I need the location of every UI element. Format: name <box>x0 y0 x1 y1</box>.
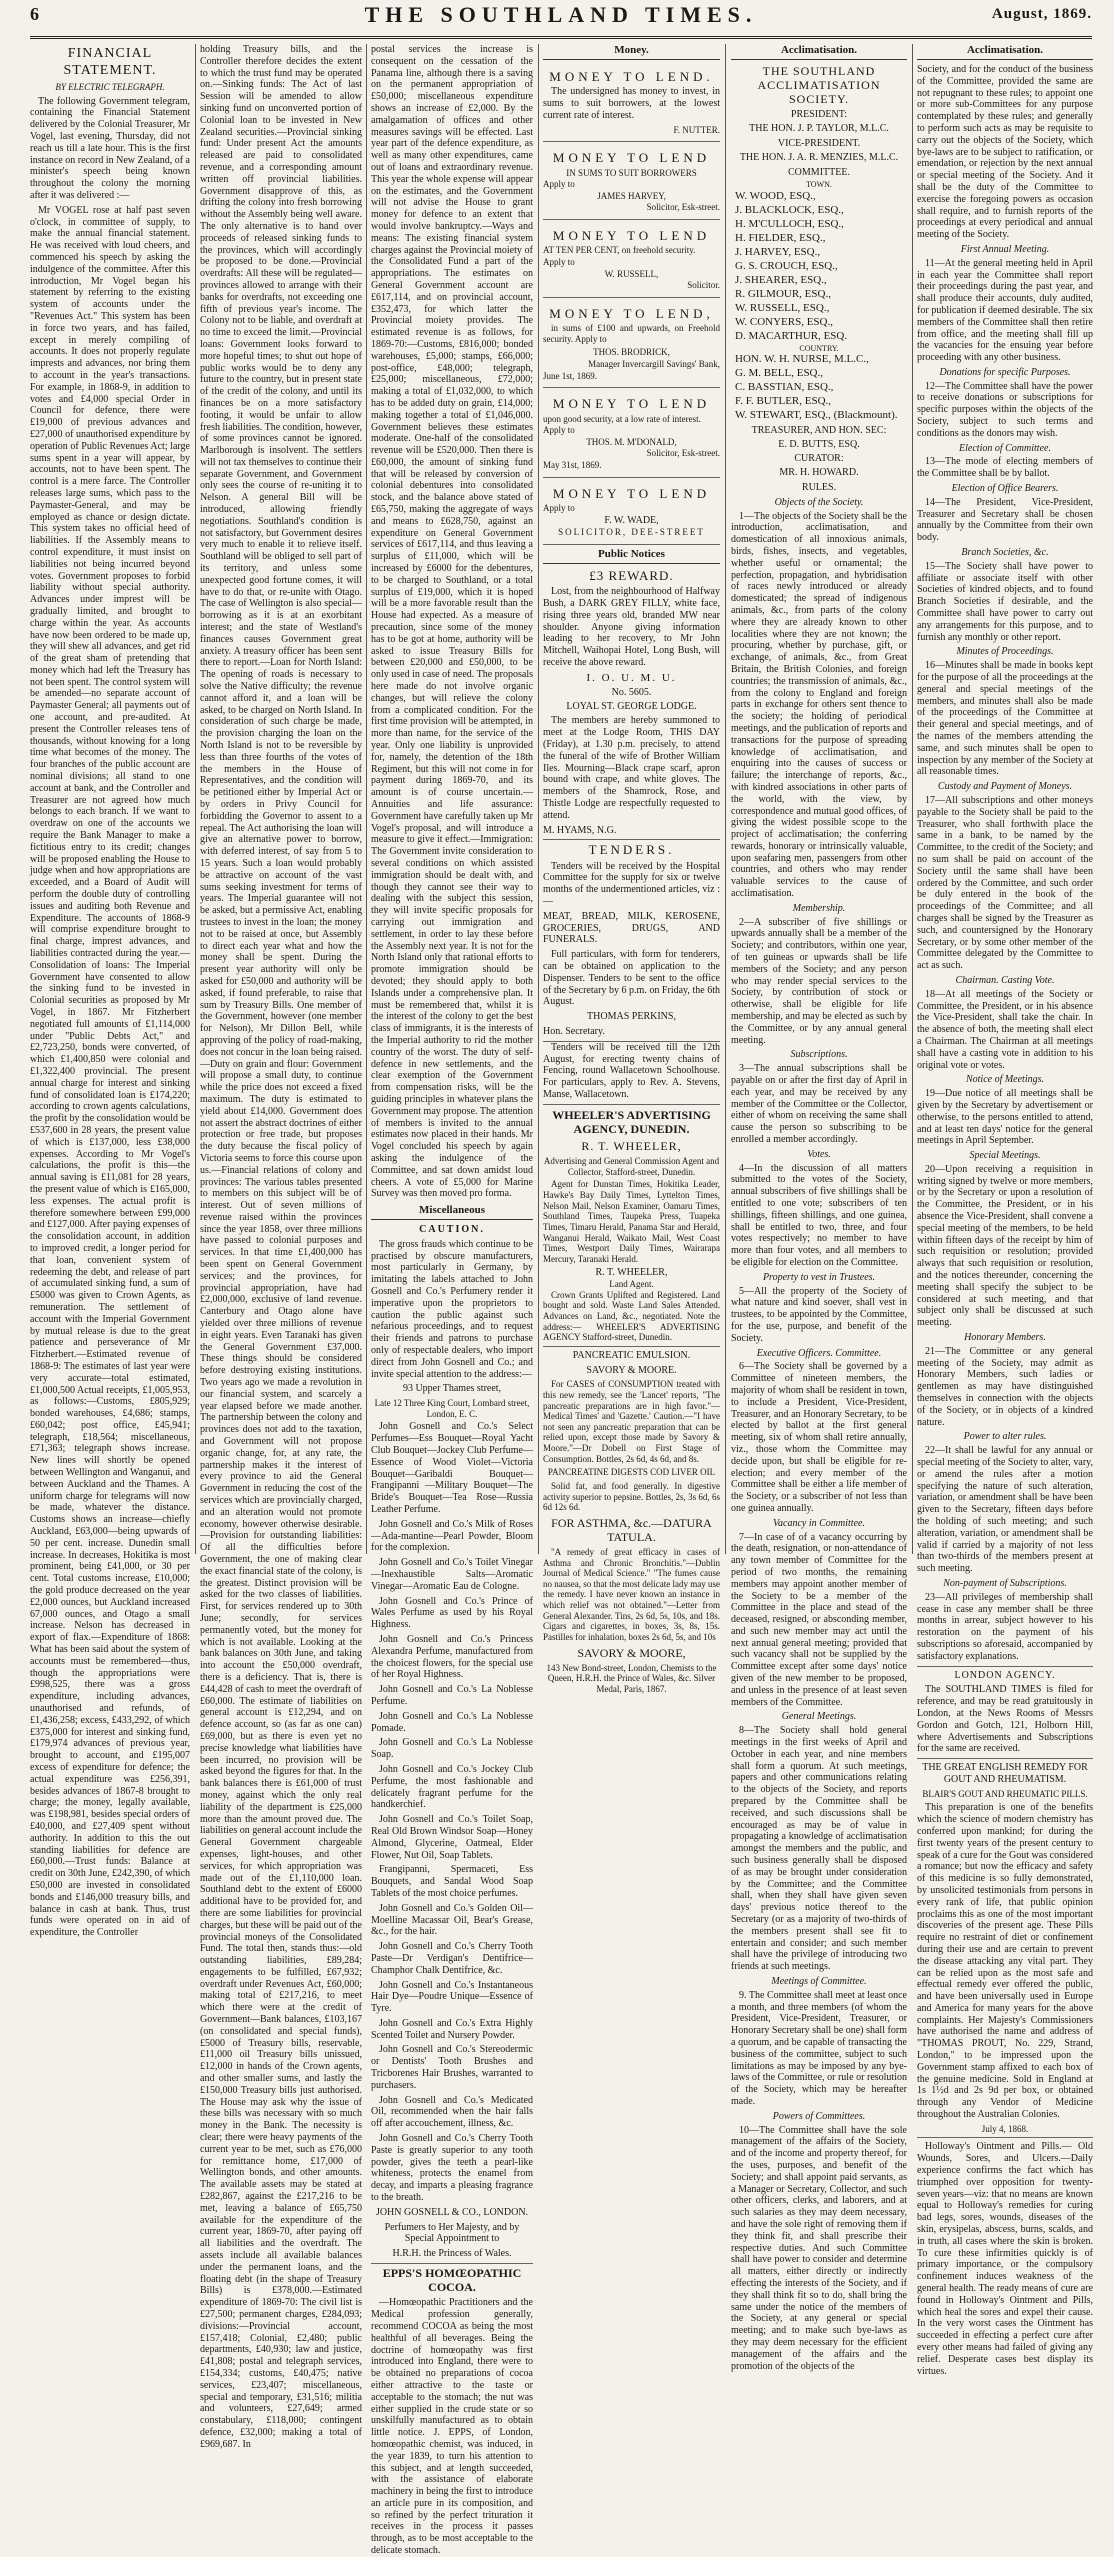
product-item: John Gosnell and Co.'s Prince of Wales Perfume as used by his Royal Highness. <box>371 1595 533 1631</box>
rule-heading: Custody and Payment of Moneys. <box>937 781 1073 793</box>
rule-heading: Votes. <box>807 1148 831 1160</box>
rule-heading: Notice of Meetings. <box>965 1074 1045 1086</box>
committee-member: F. F. BUTLER, ESQ., <box>735 394 832 407</box>
rule-text: 16—Minutes shall be made in books kept for the purpose of all the proceedings at the general and special meetings of the members, and minutes shall also be made of the proceedings of the Committee at their general and special meetings, and of the names of the members attending the same, and such minutes shall be open to inspection by any member of the Society at all reasonable times. <box>917 660 1093 778</box>
rule-text: 20—Upon receiving a requisition in writing signed by twelve or more members, or by the Secretary or upon a resolution of the Committee, the President, or in his absence the Vice-President, shall convene a special meeting of the members, to be held within fifteen days of the receipt by him of such requisition or resolution; provided always that such requisition or resolution, and the notices thereunder, concerning the meeting shall specify the subject to be considered at such meeting, and that subject only shall be discussed at such meeting. <box>917 1163 1093 1329</box>
rule-text: 10—The Committee shall have the sole management of the affairs of the Society, and of the income and property thereof, for the uses, purposes, and benefit of the Society; and shall appoint paid servants, as a Manager or Secretary, Collector, and such other officers, clerks, and laborers, and at such salaries as they may deem necessary, and have the sole right of removing them if they think fit, and shall prescribe their respective duties. And such Committee shall have power to consider and determine all matters, either directly or indirectly effecting the interests of the Society, and if they shall think fit so to do, shall bring the same under the notice of the members of the Society, at any general or special meeting; and to make such bye-laws as they may deem necessary for the efficient management of the affairs and the promotion of the objects of the <box>731 2124 907 2372</box>
product-item: John Gosnell and Co.'s Cherry Tooth Paste is greatly superior to any tooth powder, gives the teeth a pearl-like whiteness, protects the enamel from decay, and imparts a pleasing fragrance to the breath. <box>371 2133 533 2204</box>
ad-name: F. W. WADE, <box>604 514 659 526</box>
column-acclimatisation-continued <box>917 44 1093 2377</box>
committee-member: J. BLACKLOCK, ESQ., <box>735 203 844 216</box>
reward-heading: £3 REWARD. <box>589 567 674 583</box>
rule-text: Society, and for the conduct of the business of the Committee, provided the same are not repugnant to these rules; to appoint one or more sub-Committees for any purpose contemplated by these rules; and generally to perform such acts as may be requisite to carry out the objects of the Society, which bye-laws are to be subject to ratification, or emendation, or rejection by the next annual or special meeting of the Society. And it shall be the duty of the Committee to exercise the foregoing powers as occasion shall require, and to furnish reports of the proceedings at every periodical and annual meeting of the Society. <box>917 63 1093 241</box>
ad-body: AT TEN PER CENT, on freehold security. <box>543 245 696 256</box>
ad-title: MONEY TO LEND <box>552 150 711 166</box>
curator-label: CURATOR: <box>794 453 844 465</box>
ad-signature: Solicitor. <box>687 280 720 291</box>
ad-body: Apply to <box>543 502 575 513</box>
ad-name: THOS. M. M'DONALD, <box>586 436 677 447</box>
rule-text: 7—In case of of a vacancy occurring by the death, resignation, or non-attendance of any town member of Committee for the period of two months, the remaining members may appoint another member of the Society to be a member of the Committee in the place and stead of the deceased, resigned, or absconding member, and such new member may act until the next annual general meeting; provided that such vacancy shall not be supplied by the Committee except after some days' notice given of the new member to be proposed, and unless in the presence of at least seven members of the Committee. <box>731 1531 907 1708</box>
pancreatine-heading: PANCREATINE DIGESTS COD LIVER OIL <box>547 1467 716 1478</box>
committee-member: W. STEWART, ESQ., (Blackmount). <box>735 408 898 421</box>
tenders-body: Full particulars, with form for tenderers, can be obtained on application to the Dispenser. Tenders to be sent to the office of the Secretary by 6 p.m. on Friday, the 6th August. <box>543 949 720 1008</box>
masthead <box>30 0 1092 44</box>
rule-text: 9. The Committee shall meet at least once a month, and three members (of whom the President, Vice-President, Treasurer, or Honorary Secretary shall be one) shall form a quorum, and be capable of transacting the business of the committee, subject to such limitations as may be imposed by any bye-laws of the Committee, or rule or resolution of the Society, which may be hereafter made. <box>731 1989 907 2107</box>
ad-body: The undersigned has money to invest, in sums to suit borrowers, at the lowest current rate of interest. <box>543 86 720 121</box>
caution-body: The gross frauds which continue to be practised by obscure manufacturers, most particularly in Germany, by imitating the labels attached to John Gosnell and Co.'s Perfumery render it imperative upon the proprietors to caution the public against such nefarious proceedings, and to request their friends and patrons to purchase only of respectable dealers, who import direct from John Gosnell and Co.; and invite special attention to the address:— <box>371 1238 533 1380</box>
committee-member: W. WOOD, ESQ., <box>735 189 816 202</box>
blair-date: July 4, 1868. <box>917 2124 1093 2139</box>
section-heading-acclimatisation: Acclimatisation. <box>917 44 1093 60</box>
article-paragraph: holding Treasury bills, and the Controller therefore decides the extent to which the trust fund may be operated on.—Sinking funds: The Act of last Session will be amended to allow sinking fund on unconverted portion of Colonial loan to be invested in New Zealand securities.—Provincial sinking fund: Under present Act the amounts released are paid to consolidated revenue, and a corresponding amount written off provincial liabilities. Government disapprove of this, as drifting the colony into fresh borrowing without the Assembly being well aware. The only alternative is to hand over proceeds of released sinking funds to the provinces, which will accordingly be proposed to be done.—Provincial overdrafts: All these will be regulated—provinces allowed to arrange with their banks for overdrafts, not exceeding one fifth of previous year's income. The Colony not to be liable, and overdraft at no time to exceed the limit.—Provincial loans: Government looks forward to more hopeful times; to shut out hope of public works would be to deny any future to the country, but in present state of the credit of the colony, and until its finances be on a more satisfactory footing, it would be unfair to allow fresh liabilities. The condition, however, of some provinces cannot be ignored. Marlborough is insolvent. The settlers will not tax themselves to continue their separate Government, and Government only sees the course of re-uniting it to Nelson. A general Bill will be introduced, allowing friendly negotiations. Southland's condition is not satisfactory, but Government desires very much to enable it to relieve itself. Southland will be obliged to sell part of its territory, and unless some unexpected good fortune comes, it will have to do that, or re-unite with Otago. The case of Wellington is also special—borrowing as it is at an exorbitant interest; and the state of Westland's finances causes Government great anxiety. A treasury officer has been sent there to report.—Loan for North Island: The opening of roads is necessary to solve the Native difficulty; the revenue cannot afford it, and a loan will be asked, to be charged on North Island. In consideration of such charge be made, the provision charging the loan on the North Island is not to be reversible by less than three fourths of the votes of the members in the House of Representatives, and the condition will be petitioned either by Imperial Act or by orders in Privy Council for forbidding the Governor to assent to a repeal. The Act authorising the loan will give an alternative power to borrow, with deferred interest, of say from 5 to 15 years. Such a loan would probably be attractive on account of the vast sums seeking investment for terms of years. The Imperial guarantee will not be asked, but a permissive Act, enabling trustees to invest in the loan; the money not to be raised at once, but Assembly to direct each year what and how the money shall be spent. During the present year authority will only be asked for £50,000 and authority will be asked, if found preferable, to raise that sum by Treasury Bills. One member of the Government, however (one member for Nelson), Mr Dillon Bell, while approving of the policy of road-making, does not concur in the loan being raised.—Duty on grain and flour: Government will propose a small duty, to continue while the price does not exceed a fixed maximum. The duty is estimated to yield about £14,000. Government does not assert the abstract doctrines of either protection or free trade, but proposes the duty because the fiscal policy of Victoria seems to force this course upon us.—Financial relations of colony and provinces: The various tables presented to members on this subject will be of interest. Out of seven millions of revenue raised within the provinces since the year 1858, over three millions have passed to colonial purposes and services. In that time £1,400,000 has been spent on General Government services; and the provinces, for provincial appropriation, have had £2,000,000, exclusive of land revenue. Canterbury and Otago alone have yielded over three millions of revenue in eight years. Even Taranaki has given the General Government £37,000. These things should be considered before destroying existing institutions. Two years ago we made a revolution in our financial system, and scarcely a year elapsed before we made another. The partnership between the colony and provinces does not add to the taxation, and Government will not propose organic change, for, at any rate, the partnership makes it the interest of every province to aid the General Government in reducing the cost of the services which are provincially charged, and an alteration would not promote economy, however otherwise desirable.—Provision for outstanding liabilities: Of all the difficulties before Government, the one of making clear the exact financial state of the colony, is the greatest. Distinct provision will be asked for the two classes of liabilities. First, for services rendered up to 30th June; secondly, for services permanently voted, but the money for which is not available. Looking at the bank balances on 30th June, and taking into account the £50,000 overdraft, there is a deficiency. That is, there is £44,428 of cash to meet the overdraft of £60,000. The estimate of liabilities on general account is £12,294, and on defence account, so (as far as one can) £69,000, but as there is even yet no precise knowledge what liabilities have been incurred, no provision will be asked beyond the figures for that. In the bank balances there is £61,000 of trust money, against which the only real liability of the department is £25,000 more than the amount proved due. The liabilities on general account include the General Government chargeable expenses, light-houses, and other services, for which appropriation was made out of the £1,110,000 loan. Southland debt to the extent of £6000 additional have to be provided for, and there are some liabilities for provincial charges, but these will be paid out of the provincial moneys of the Consolidated Fund. The total then, stands thus:—old outstanding liabilities, £89,284; engagements to be fulfilled, £67,932; overdraft under Revenues Act, £60,000; making total of £217,216, to meet which there were at the credit of Government—Bank balances, £103,167 (on consolidated and special funds), £5000 of Treasury bills, reservable, £11,000 oil Treasury bills unissued, £12,000 in hands of the Crown agents, and other smaller sums, and lastly the £150,000 Treasury bills just authorised. The House may ask why the issue of these bills was necessary with so much money in the Bank. The necessity is clear; there were heavy payments of the current year to be met, such as £76,000 for remittance home, £17,000 of Wellington bonds, and other amounts. The available assets may be stated at £282,867, against the £217,216 to be met, leaving a balance of £65,750 available for the expenditure of the current year, 1869-70, after paying off all liabilities and the overdraft. The assets include all available balances under the permanent loans, and the floating debt (in the shape of Treasury Bills) is £378,000.—Estimated expenditure of 1869-70: The civil list is £27,500; permanent charges, £284,093; divisions:—Provincial account, £157,418; Colonial, £2,480; public departments, £40,930; law and justice, £41,808; postal and telegraph services, £154,334; customs, £40,475; native services, £23,407; miscellaneous, special and temporary, £31,516; militia and volunteers, £27,649; armed constabulary, £118,000; contingent defence, £32,000; making a total of £969,687. In <box>200 44 362 2450</box>
ad-title: MONEY TO LEND. <box>549 68 714 84</box>
ad-body: Apply to <box>543 257 575 267</box>
vice-president-label: VICE-PRESIDENT. <box>777 138 861 150</box>
rule-heading: Donations for specific Purposes. <box>939 366 1071 378</box>
gosnell-tagline: Perfumers to Her Majesty, and by Special Appointment to <box>384 2221 520 2245</box>
rule-heading: First Annual Meeting. <box>960 243 1050 255</box>
newspaper-title: THE SOUTHLAND TIMES. <box>364 2 758 27</box>
tenders-signature: THOMAS PERKINS, <box>587 1011 676 1023</box>
rule-heading: Executive Officers. Committee. <box>756 1347 882 1359</box>
pancreatic-heading: PANCREATIC EMULSION. <box>572 1349 691 1361</box>
lodge-signature: M. HYAMS, N.G. <box>543 825 720 841</box>
president-label: PRESIDENT: <box>790 109 848 121</box>
product-item: John Gosnell and Co.'s Jockey Club Perfume, the most fashionable and delicately fragrant perfume for the handkerchief. <box>371 1763 533 1811</box>
product-item: John Gosnell and Co.'s Extra Highly Scented Toilet and Nursery Powder. <box>371 2017 533 2041</box>
committee-member: J. SHEARER, ESQ., <box>735 273 827 286</box>
committee-member: J. HARVEY, ESQ., <box>735 245 821 258</box>
president-name: THE HON. J. P. TAYLOR, M.L.C. <box>749 123 889 135</box>
ad-title: MONEY TO LEND <box>552 485 711 501</box>
rule-text: 21—The Committee or any general meeting of the Society, may admit as Honorary Members, such ladies or gentlemen as may have distinguished themselves in connection with the objects of the Society, or in objects of a kindred nature. <box>917 1345 1093 1428</box>
rule-text: 4—In the discussion of all matters submitted to the votes of the Society, annual subscribers of five shillings shall be entitled to one vote; subscribers of ten shillings, fifteen shillings, and one guinea, shall be entitled to two, three, and four votes respectively; no member to have more than four votes, and all members to be eligible for election on the Committee. <box>731 1162 907 1268</box>
london-agency-body: The SOUTHLAND TIMES is filed for reference, and may be read gratuitously in London, at the News Rooms of Messrs Gordon and Gotch, 121, Holborn Hill, where Advertisements and Subscriptions for the same are received. <box>917 1684 1093 1759</box>
article-subheading: BY ELECTRIC TELEGRAPH. <box>55 82 165 93</box>
rule-text: 8—The Society shall hold general meetings in the first weeks of April and October in each year, and nine members shall form a quorum. At such meetings, papers and other communications relating to the objects of the Society, and reports prepared by the Committee shall be received, and such discussions shall be encouraged as may be of value in propagating a knowledge of acclimatisation amongst the members and the public, and such business generally shall be disposed of as may be brought under consideration by the Committee; and the Committee shall, when they shall have given seven days' previous notice thereof to the Secretary (or as a majority of two-thirds of the members present shall see fit to entertain and consider; and such member shall have the privilege of introducing two friends at such meetings. <box>731 1725 907 1973</box>
article-paragraph: The following Government telegram, containing the Financial Statement delivered by the Colonial Treasurer, Mr Vogel, last evening, Thursday, did not reach us till a late hour. This is the first instance on record in New Zealand, of a minister's speech being known throughout the colony the morning after it was delivered :— <box>30 95 190 202</box>
ad-signature: SOLICITOR, DEE-STREET <box>558 527 705 538</box>
rule-heading: Meetings of Committee. <box>771 1976 867 1987</box>
rule-text: 13—The mode of electing members of the Committee shall be by ballot. <box>917 456 1093 480</box>
savory-address: 143 New Bond-street, London, Chemists to the Queen, H.R.H. the Prince of Wales, &c. Silver Medal, Paris, 1867. <box>546 1662 717 1694</box>
epps-cocoa-heading: EPPS'S HOMŒOPATHIC COCOA. <box>382 2266 522 2295</box>
product-item: John Gosnell and Co.'s Milk of Roses—Ada-mantine—Pearl Powder, Bloom for the complexion. <box>371 1518 533 1554</box>
wheeler-heading: WHEELER'S ADVERTISING AGENCY, DUNEDIN. <box>552 1107 711 1136</box>
rule-heading: Objects of the Society. <box>774 496 864 508</box>
lodge-name: LOYAL ST. GEORGE LODGE. <box>566 700 697 712</box>
town-label: TOWN. <box>806 180 832 190</box>
savory-body: For CASES of CONSUMPTION treated with this new remedy, see the 'Lancet' reports, "The pancreatic preparations are in high favor."— Medical Times' and 'Gazette.' Caution.—"I have not seen any pancreatic preparation that can be relied upon, except those made by Savory & Moore."—Dr Dobell on First Stage of Consumption. Bottles, 2s 6d, 4s 6d, and 8s. <box>543 1379 720 1464</box>
page-number: 6 <box>30 4 39 24</box>
rule-heading: Chairman. Casting Vote. <box>955 974 1055 986</box>
holloway-body: Holloway's Ointment and Pills.— Old Wounds, Sores, and Ulcers.—Daily experience confirms the fact which has triumphed over opposition for twenty-seven years—viz: that no means are known equal to Holloway's remedies for curing bad legs, sores, wounds, diseases of the skin, erysipelas, abscess, burns, scalds, and in truth, all cases where the skin is broken. To cure these infirmities quickly is of primary importance, or the compulsory confinement induces weakness of the general health. The ready means of cure are found in Holloway's Ointment and Pills, which heal the sores and expel their cause. In the very worst cases the Ointment has succeeded in effecting a perfect cure after every other means had failed of giving any relief. Desperate cases best display its virtues. <box>917 2141 1093 2377</box>
rule-heading: Non-payment of Subscriptions. <box>943 1577 1067 1589</box>
caution-heading: CAUTION. <box>419 1224 485 1236</box>
product-item: John Gosnell and Co.'s Cherry Tooth Paste—Dr Verdigan's Dentifrice—Champhor Chalk Dentifrice, &c. <box>371 1941 533 1976</box>
pancreatine-body: Solid fat, and food generally. In digestive activity superior to pepsine. Bottles, 2s, 3s 6d, 6s 6d 12s 6d. <box>543 1480 720 1513</box>
article-paragraph: postal services the increase is consequent on the cessation of the Panama line, although there is a saving on the permanent appropriation of £50,000; miscellaneous expenditure shows an increase of £2,000. By the amalgamation of offices and other measures savings will be effected. Last year part of the defence expenditure, as well as many other expenditures, came out of loans and extraordinary revenue. This year the whole expense will appear on the estimates, and the Government will not advise the House to grant money for defence to an extent that would involve bankruptcy.—Ways and means: The existing financial system charges against the Provincial moiety of the Consolidated Fund a part of the appropriations. The estimates on General Government account are £617,114, and on provincial account, £352,473, for which latter the Provincial moiety provides. The estimated revenue is as follows, for 1869-70:—Customs, £816,000; bonded warehouses, £5,000; stamps, £66,000; post-office, £48,000; telegraph, £25,000; miscellaneous, £72,000; making a total of £1,032,000, to which has to be added duty on grain, £14,000; making together a total of £1,046,000. Government believes these estimates moderate. One-half of the consolidated revenue will be £520,000. Then there is £60,000, the amount of sinking fund that will be released by conversion of colonial debentures into consolidated stock, and the balance above stated of £65,750, making the aggregate of ways and means to £628,750, against an expenditure on General Government services of £617,114, and thus leaving a surplus of £11,000, which will be increased by £6000 for the debentures, to be charged to Southland, or a total surplus of £19,000, which it is hoped will be a more favorable result than the House had expected. As a measure of precaution, since some of the money has to be got at home, authority will be asked to issue Treasury Bills for between £20,000 and £50,000, to be only used in case of need. The proposals here made do not involve organic changes, but will relieve the colony from a complicated condition. For the first time provision will be attempted, in more than name, for the service of the year. Only one liability is unprovided for, namely, the detention of the 18th Regiment, but this will not come in for payment during 1869-70, and its amount is of course uncertain.—Annuities and life assurance: Government have carefully taken up Mr Vogel's proposal, and will introduce a measure to give it effect.—Immigration: The Government invite consideration to several conditions on which assisted immigration should be dealt with, and though they cannot see their way to dealing with the subject this session, they will invite specific proposals for carrying out immigration and settlement, in order to lay these before the Assembly next year. It is not for the North Island only that rational efforts to promote immigration should be devoted; they should apply to both Islands under a comprehensive plan. It must be remembered that, whilst it is the interest of the colony to get the best class of immigrants, it is the interests of the Imperial authority to rid the mother country of the worst. The duty of self-defence in new settlements, and the clear exemption of the Government from compensation risks, will be the guiding principles in whatever plans the Government may propose. The attention of members is invited to the annual estimates now placed in their hands. Mr Vogel concluded his speech by again asking the indulgence of the Committee, and sat down amidst loud cheers. A vote of £5,000 for Marine Survey was then moved pro forma. <box>371 44 533 1200</box>
wheeler-body: Crown Grants Uplifted and Registered. Land bought and sold. Waste Land Sales Attended. Advances on Land, &c., negotiated. Note the address:— WHEELER'S ADVERTISING AGENCY Stafford-street, Dunedin. <box>543 1290 720 1347</box>
rule-heading: Power to alter rules. <box>963 1431 1047 1443</box>
tenders-body: Tenders will be received by the Hospital Committee for the supply for six or twelve months of the undermentioned articles, viz :— <box>543 860 720 908</box>
ad-date: June 1st, 1869. <box>543 370 597 381</box>
product-item: John Gosnell and Co.'s Stereodermic or Dentists' Tooth Brushes and Tricborenes Hair Brushes, warranted to purchasers. <box>371 2044 533 2091</box>
blair-heading: THE GREAT ENGLISH REMEDY FOR GOUT AND RHEUMATISM. <box>922 1762 1088 1785</box>
ad-name: JAMES HARVEY, <box>597 190 666 201</box>
asthma-body: "A remedy of great efficacy in cases of Asthma and Chronic Bronchitis."—Dublin Journal of Medical Science." "The fumes cause no nausea, so that the most delicate lady may use the remedy. I have never known an instance in which relief was not obtained."—Letter from General Alexander. Tins, 2s 6d, 5s, 10s, and 18s. Cigars and cigarettes, in boxes, 3s, 8s, 15s. Pastilles for inhalation, boxes 2s 6d, 5s, and 10s <box>543 1547 720 1642</box>
committee-member: W. RUSSELL, ESQ., <box>735 301 830 314</box>
committee-member: HON. W. H. NURSE, M.L.C., <box>735 352 869 365</box>
committee-member: C. BASSTIAN, ESQ., <box>735 380 834 393</box>
ad-body: Apply to <box>543 179 575 190</box>
epps-cocoa-body: —Homœopathic Practitioners and the Medical profession generally, recommend COCOA as being the most healthful of all beverages. Being the doctrine of homœopathy was first introduced into England, there were to be obtained no preparations of cocoa either attractive to the taste or acceptable to the stomach; the nut was either supplied in the crude state or so unskilfully manufactured as to obtain little notice. J. EPPS, of London, homœopathic chemist, was induced, in the year 1839, to turn his attention to this subject, and at length succeeded, with the assistance of elaborate machinery in being the first to introduce an article pure in its composition, and so refined by the perfect trituration it receives in the process it passes through, as to be most acceptable to the delicate stomach. <box>371 2297 533 2557</box>
wheeler-land-agent: Land Agent. <box>609 1279 654 1290</box>
product-item: John Gosnell and Co.'s Princess Alexandra Perfume, manufactured from the choicest flowers, for the special use of her Royal Highness. <box>371 1633 533 1681</box>
caution-address: Late 12 Three King Court, Lombard street, London, E. C. <box>374 1398 530 1419</box>
tenders-signature: Hon. Secretary. <box>543 1026 720 1042</box>
column-divider <box>725 44 726 1554</box>
tenders-heading: TENDERS. <box>588 842 675 858</box>
ad-signature: Solicitor, Esk-street. <box>646 202 720 213</box>
rule-text: 18—At all meetings of the Society or Committee, the President, or in his absence the Vice-President, shall take the chair. In the absence of both, the meeting shall elect a Chairman. The Chairman at all meetings shall have a casting vote in addition to his original vote or votes. <box>917 988 1093 1071</box>
fencing-tender: Tenders will be received till the 12th August, for erecting twenty chains of Fencing, round Wallacetown Schoolhouse. For particulars, apply to Rev. A. Stevens, Manse, Wallacetown. <box>543 1042 720 1105</box>
article-paragraph: Mr VOGEL rose at half past seven o'clock, in committee of supply, to make the annual financial statement. He was received with loud cheers, and commenced his speech by asking the indulgence of the committee. After this introduction, Mr Vogel began his statement by referring to the existing system of accounts under the "Revenues Act." This system has been in force two years, and has failed, except in merely compiling of accounts. It does not properly regulate imprests and advances, nor bring them to account in the year's transactions. For example, in 1868-9, in addition to votes and £4,000 special Order in Council for defence, there were £19,000 of previous advances and £27,000 of unauthorised expenditure by operation of Public Revenues Act; large sums spent in a year will appear, by accounts, not to have been spent. The control is a mere farce. The Controller releases large sums, which pass to the Paymaster-General, and may be employed as chance or design dictate. This system takes no official heed of liabilities. If the Assembly means to control expenditure, it must insist on liabilities not being incurred beyond votes. Government proposes to forbid liability without special authority. Advances under imprest will be gradually limited, and brought to charge within the year. As accounts have now been ordered to be made up, they will shew all advances, and get rid of the great sham of pretending that money which had left the Treasury has not been spent. The control system will be amended—no separate account of Paymaster General; all payments out of one account, and pre-audited. At present the Controller releases tens of thousands, without knowing for a long time what becomes of the money. The four branches of the public account are nominal divisions; all stand to one account at bank, and the Controller and Treasurer are not agreed how much belongs to each branch. If we want to overdraw on one of the accounts we require the Bank Manager to make a fictitious entry to its credit; changes will be proposed enabling the House to judge when and how appropriations are exceeded, and a Board of Audit will perform the double duty of controlling issues and auditing both Revenue and Expenditure. The accounts of 1868-9 will comprise expenditure brought to final charge, imprest advances, and liabilities contracted during the year.—Consolidation of loans: The Imperial Government have consented to allow the sinking fund to be invested in Colonial securities as proposed by Mr Vogel, in 1867. Mr Fitzherbert negotiated full amounts of £1,114,000 under "Public Debts Act," and £2,723,250, bonds were converted, of which £1,400,850 were colonial and £1,322,400 provincial. The present annual charge for interest and sinking fund of consolidated loan is £174,220; according to crown agents calculations, the profit by the consolidation would be £537,600 in 28 years, the present value of which is £137,000, less £38,000 expenses. According to Mr Vogel's calculations, the profit is this—the annual saving is £11,081 for 28 years, the present value of which is £165,000, less expenses. The actual profit is therefore somewhere between £99,000 and £127,000. After paying expenses of the consolidation account, in addition to improved credit, a longer period for that loan, convenient system of redeeming the debt, and release of part of accumulated sinking fund, a sum of £5000 was given to Crown Agents, as remuneration. The settlement of account with the Imperial Government by mutual release is due to the great patience and perseverance of Mr Fitzherbert.—Estimated revenue of 1868-9: The estimates of last year were very accurate—total estimated, £1,000,500 Actual receipts, £1,005,953, as follows:—Customs, £805,929; bonded warehouses, £4,686; stamps, £60,042; post office, £45,941; telegraph, £18,564; miscellaneous, £71,363; telegraph shows increase. New lines will shortly be opened between Wellington and Wanganui, and between Auckland and the Thames. A uniform charge for telegrams will now be made, whatever the distance. Customs shows an increase—chiefly Auckland, £63,000—being upwards of 50 per cent. increase. Dunedin small increase. In decreases, Hokitika is most prominent, being £41,000, or 30 per cent. Total customs increase, £10,000; the gold produce decreased on the year £2,000 ounces, but Auckland increased 67,000 ounces, and Otago a small increase. Nelson has decreased in export of flax.—Expenditure of 1868: What has been said about the system of accounts must be remembered—thus, though the appropriations were £998,525, there was a gross expenditure, including advances, unauthorised and refunds, of £1,436,258; excess, £433,292, of which £375,000 for interest and sinking fund, £179,974 advances of previous year, brought to account, and £195,007 excess of expenditure for defence; the actual expenditure was £256,391, besides advances of 1867-8 brought to charge; the money, legally available, was £198,981, besides special orders of £40,000, and £27,409 spent without authority. In addition to this the out standing liabilities for defence are £60,000.—Trust funds: Balance at credit on 30th June, £242,390, of which £50,000 are invested in consolidated bonds and £146,000 treasury bills, and balance in cash at bank. Thus, trust funds were operated on in aid of expenditure, the Controller <box>30 204 190 1939</box>
rule-heading: Powers of Committees. <box>772 2110 866 2122</box>
product-item: John Gosnell and Co.'s Golden Oil—Moelline Macassar Oil, Bear's Grease, &c., for the hair. <box>371 1902 533 1938</box>
product-item: John Gosnell and Co.'s La Noblesse Pomade. <box>371 1710 533 1734</box>
vice-president-name: THE HON. J. A. R. MENZIES, M.L.C. <box>739 151 899 163</box>
ad-body: IN SUMS TO SUIT BORROWERS <box>566 167 697 178</box>
rule-heading: Property to vest in Trustees. <box>762 1271 876 1283</box>
committee-member: R. GILMOUR, ESQ., <box>735 287 831 300</box>
rule-text: 1—The objects of the Society shall be the introduction, acclimatisation, and domestication of all innoxious animals, birds, fishes, insects, and vegetables, whether useful or ornamental; the perfection, propagation, and hybridisation of races newly introduced or already domesticated; the spread of indigenous animals, &c., from parts of the colony where they are already known to other localities where they are not known; the procuring, whether by purchase, gift, or exchange, of animals, &c., from Great Britain, the British Colonies, and foreign countries; the transmission of animals, &c., from the colony to England and foreign parts in exchange for others sent thence to the society; the holding of periodical meetings, and the publication of reports and transactions for the purpose of spreading knowledge of acclimatisation, and enquiring into the causes of success or failure; the interchange of reports, &c., with kindred associations in other parts of the world, with the view, by correspondence and mutual good offices, of giving the widest possible scope to the project of acclimatisation; the conferring rewards, honorary or intrinsically valuable, upon seafaring men, passengers from other countries, and others who may render valuable services to the cause of acclimatisation. <box>731 510 907 900</box>
product-item: John Gosnell and Co.'s La Noblesse Soap. <box>371 1737 533 1761</box>
wheeler-name: R. T. WHEELER, <box>595 1267 668 1279</box>
rule-text: 12—The Committee shall have the power to receive donations or subscriptions for specific purposes within the objects of the Society, subject to such terms and conditions as the donors may wish. <box>917 380 1093 439</box>
gosnell-signature: JOHN GOSNELL & CO., LONDON. <box>375 2206 529 2218</box>
ad-date: May 31st, 1869. <box>543 459 602 470</box>
section-heading-public-notices: Public Notices <box>543 548 720 564</box>
rule-text: 23—All privileges of membership shall cease in case any member shall be three months in arrear, subject however to his restoration on the payment of his subscriptions so aforesaid, accompanied by satisfactory explanations. <box>917 1592 1093 1667</box>
lodge-body: The members are hereby summoned to meet at the Lodge Room, THIS DAY (Friday), at 1.30 p.m. precisely, to attend the funeral of the wife of Brother William Iles. Mourning—Black crape scarf, apron bound with crape, and white gloves. The members of the Shamrock, Rose, and Thistle Lodge are respectfully requested to attend. <box>543 715 720 821</box>
committee-member: H. M'CULLOCH, ESQ., <box>735 217 844 230</box>
ad-body: Apply to <box>543 425 575 436</box>
london-agency-heading: LONDON AGENCY. <box>954 1669 1056 1681</box>
rule-heading: Honorary Members. <box>964 1332 1046 1344</box>
ad-body: in sums of £100 and upwards, on Freehold security. Apply to <box>543 323 720 344</box>
section-heading-acclimatisation: Acclimatisation. <box>731 44 907 60</box>
rule-text: 2—A subscriber of five shillings or upwards annually shall be a member of the Society; and contributors, within one year, of ten guineas or upwards shall be life members of the Society; and any person who may render special services to the Society, by contribution of stock or otherwise, shall be eligible for life membership, and may be elected as such by the Committee, or by any annual general meeting. <box>731 916 907 1046</box>
treasurer-label: TREASURER, AND HON. SEC: <box>751 424 887 436</box>
rule-heading: Minutes of Proceedings. <box>956 646 1054 658</box>
tenders-items: MEAT, BREAD, MILK, KEROSENE, GROCERIES, DRUGS, AND FUNERALS. <box>543 910 720 946</box>
gosnell-tagline: H.R.H. the Princess of Wales. <box>371 2248 533 2264</box>
rule-heading: Branch Societies, &c. <box>961 547 1049 559</box>
rule-text: 22—It shall be lawful for any annual or special meeting of the Society to alter, vary, or amend the rules after a motion specifying the nature of such alteration, variation, or amendment shall be have been given to the Secretary, fifteen days before the holding of such meeting; and such alteration, variation, or amendment shall be valid if carried by a majority of not less than two-thirds of the members present at such meeting. <box>917 1445 1093 1575</box>
rules-label: RULES. <box>801 481 837 493</box>
money-ad <box>543 64 720 142</box>
committee-member: W. CONYERS, ESQ., <box>735 315 833 328</box>
product-item: John Gosnell and Co.'s Select Perfumes—Ess Bouquet—Royal Yacht Club Bouquet—Jockey Club Perfume—Essence of Wood Violet—Victoria Bouquet—Garibaldi Bouquet—Frangipanni —Military Bouquet—The Bride's Bouquet—Tea Rose—Russia Leather Perfume. <box>371 1421 533 1516</box>
wheeler-role: Advertising and General Commission Agent and Collector, Stafford-street, Dunedin. <box>543 1156 720 1177</box>
ad-title: MONEY TO LEND <box>552 396 711 412</box>
article-heading: FINANCIAL STATEMENT. <box>63 46 157 78</box>
rule-heading: Membership. <box>792 902 846 914</box>
product-item: John Gosnell and Co.'s Instantaneous Hair Dye—Poudre Unique—Essence of Tyre. <box>371 1979 533 2015</box>
curator-name: MR. H. HOWARD. <box>779 467 859 479</box>
committee-label: COMMITTEE. <box>788 166 850 178</box>
blair-subheading: BLAIR'S GOUT AND RHEUMATIC PILLS. <box>922 1788 1088 1799</box>
money-ad <box>543 481 720 545</box>
rule-text: 17—All subscriptions and other moneys payable to the Society shall be paid to the Treasurer, who shall forthwith place the same in a bank, to be named by the Committee, to the credit of the Society; and no sum shall be paid on account of the Society until the same shall have been ordered by the Committee, and such order be duly entered in the book of the proceedings of the Committee; and all charges shall be signed by the Treasurer as such, and countersigned by the Honorary Secretary, or by some other member of the Committee delegated by the Committee to act as such. <box>917 794 1093 972</box>
lodge-heading: I. O. U. M. U. <box>586 671 677 684</box>
product-item: John Gosnell and Co.'s La Noblesse Perfume. <box>371 1684 533 1707</box>
ad-title: MONEY TO LEND <box>552 228 711 244</box>
country-label: COUNTRY. <box>799 343 839 353</box>
column-divider <box>538 44 539 1554</box>
section-heading-miscellaneous: Miscellaneous <box>371 1204 533 1220</box>
column-financial-and-miscellaneous <box>371 44 533 2557</box>
column-divider <box>912 44 913 1554</box>
rule-text: 15—The Society shall have power to affiliate or associate itself with other Societies of kindred objects, and to found Branch Societies if desirable, and the Committee shall have power to carry out any arrangements for this purpose, and to furnish any monthly or other report. <box>917 560 1093 643</box>
issue-date: August, 1869. <box>991 6 1092 22</box>
reward-body: Lost, from the neighbourhood of Halfway Bush, a DARK GREY FILLY, white face, rising three years old, branded MW near shoulder. Anyone giving information leading to her recovery, to Mr John Mitchell, Waihopai Hotel, Long Bush, will receive the above reward. <box>543 586 720 668</box>
treasurer-name: E. D. BUTTS, ESQ. <box>778 438 860 450</box>
committee-member: H. FIELDER, ESQ., <box>735 231 826 244</box>
product-item: John Gosnell and Co.'s Toilet Soap, Real Old Brown Windsor Soap—Honey Almond, Glycerine, Oatmeal, Elder Flower, Nut Oil, Soap Tablets. <box>371 1814 533 1861</box>
committee-member: G. M. BELL, ESQ., <box>735 366 823 379</box>
product-item: Frangipanni, Spermaceti, Ess Bouquets, and Sandal Wood Soap Tablets of the most choice perfumes. <box>371 1864 533 1899</box>
savory-heading: SAVORY & MOORE. <box>586 1364 677 1376</box>
blair-body: This preparation is one of the benefits which the science of modern chemistry has conferred upon mankind; for during the first twenty years of the present century to speak of a cure for the Gout was considered a romance; but now the efficacy and safety of this medicine is so fully demonstrated, by unsolicited testimonials from persons in every rank of life, that public opinion proclaims this as one of the most important discoveries of the present age. These Pills require no restraint of diet or confinement during their use and are certain to prevent the disease attacking any vital part. They can be relied upon as the most safe and effectual remedy ever offered the public, and have been universally used in Europe and America for many years for the above complaints. Her Majesty's Commissioners have authorised the name and address of "THOMAS PROUT, No. 229, Strand, London," to be impressed upon the Government stamp affixed to each box of the genuine medicine. Sold in England at 1s 1½d and 2s 9d per box, or obtained through any Vendor of Medicine throughout the Australian Colonies. <box>917 1802 1093 2121</box>
ad-body: upon good security, at a low rate of interest. <box>543 413 701 424</box>
column-money-notices <box>543 44 720 1694</box>
ad-signature: Solicitor, Esk-street. <box>646 448 720 459</box>
committee-member: G. S. CROUCH, ESQ., <box>735 259 838 272</box>
wheeler-body: Agent for Dunstan Times, Hokitika Leader, Hawke's Bay Daily Times, Lyttelton Times, Nelson Mail, Nelson Examiner, Oamaru Times, Southland Times, Taupeka Press, Tuapeka Times, Timaru Herald, Panama Star and Herald, Wanganui Herald, Waikato Mail, West Coast Times, Westport Daily Times, Wairarapa Mercury, Taranaki Herald. <box>543 1179 720 1264</box>
column-divider <box>195 44 196 1554</box>
wheeler-name: R. T. WHEELER, <box>581 1139 682 1154</box>
rule-text: 5—All the property of the Society of what nature and kind soever, shall vest in trustees, to be appointed by the Committee, for the use, purpose, and benefit of the Society. <box>731 1285 907 1344</box>
product-item: John Gosnell and Co.'s Toilet Vinegar—Inexhaustible Salts—Aromatic Vinegar—Aromatic Eau de Cologne. <box>371 1557 533 1592</box>
asthma-heading: FOR ASTHMA, &c.—DATURA TATULA. <box>551 1515 712 1544</box>
savory-footer: SAVORY & MOORE, <box>577 1645 686 1660</box>
column-acclimatisation <box>731 44 907 2372</box>
product-item: John Gosnell and Co.'s Medicated Oil, recommended when the hair falls off after accouchement, illness, &c. <box>371 2094 533 2130</box>
rule-heading: Subscriptions. <box>790 1049 848 1061</box>
ad-signature: Manager Invercargill Savings' Bank, <box>588 358 720 369</box>
rule-heading: Election of Committee. <box>959 442 1051 454</box>
money-ad <box>543 391 720 477</box>
rule-text: 6—The Society shall be governed by a Committee of nineteen members, the majority of whom shall be resident in town, to include a President, Vice-President, Treasurer, and an Honorary Secretary, to be elected by ballot at the first general meeting, six of whom shall retire annually, viz., those whom the Committee may decide upon, but shall be eligible for re-election; and every member of the Committee shall be either a life member of the Society, or a subscriber of not less than one guinea annually. <box>731 1361 907 1514</box>
ad-name: THOS. BRODRICK, <box>593 347 670 358</box>
column-financial-continued <box>200 44 362 2450</box>
rule-heading: Election of Office Bearers. <box>951 483 1059 495</box>
rule-heading: Vacancy in Committee. <box>773 1517 865 1529</box>
caution-address: 93 Upper Thames street, <box>402 1383 502 1395</box>
column-divider <box>366 44 367 1554</box>
committee-member: D. MACARTHUR, ESQ. <box>735 329 848 342</box>
rule-heading: Special Meetings. <box>969 1150 1041 1162</box>
lodge-number: No. 5605. <box>611 686 652 698</box>
rule-text: 14—The President, Vice-President, Treasurer and Secretary shall be chosen annually by the Committee from their own body. <box>917 496 1093 544</box>
rule-heading: General Meetings. <box>781 1711 857 1723</box>
money-ad <box>543 223 720 298</box>
rule-text: 3—The annual subscriptions shall be payable on or after the first day of April in each year, and may be received by any member of the Committee or the Collector, either of whom on receiving the same shall cause the person so subscribing to be enrolled a member accordingly. <box>731 1063 907 1146</box>
ad-signature: F. NUTTER. <box>673 124 720 135</box>
rule-text: 11—At the general meeting held in April in each year the Committee shall report their proceedings during the past year, and shall produce their accounts, duly audited, for publication if deemed desirable. The six members of the Committee shall then retire from office, and the meeting shall fill up the vacancies for the ensuing year before proceeding with any other business. <box>917 257 1093 364</box>
rule-text: 19—Due notice of all meetings shall be given by the Secretary by advertisement or otherwise, to the persons entitled to attend, and at least ten days' notice for the general meetings in April September. <box>917 1088 1093 1147</box>
society-title: THE SOUTHLAND ACCLIMATISATION SOCIETY. <box>757 63 881 107</box>
section-heading-money: Money. <box>543 44 720 60</box>
ad-name: W. RUSSELL, <box>604 268 659 279</box>
masthead-rule <box>30 36 1092 39</box>
column-financial-statement <box>30 44 190 1939</box>
money-ad <box>543 145 720 220</box>
ad-title: MONEY TO LEND, <box>549 305 714 321</box>
money-ad <box>543 301 720 388</box>
